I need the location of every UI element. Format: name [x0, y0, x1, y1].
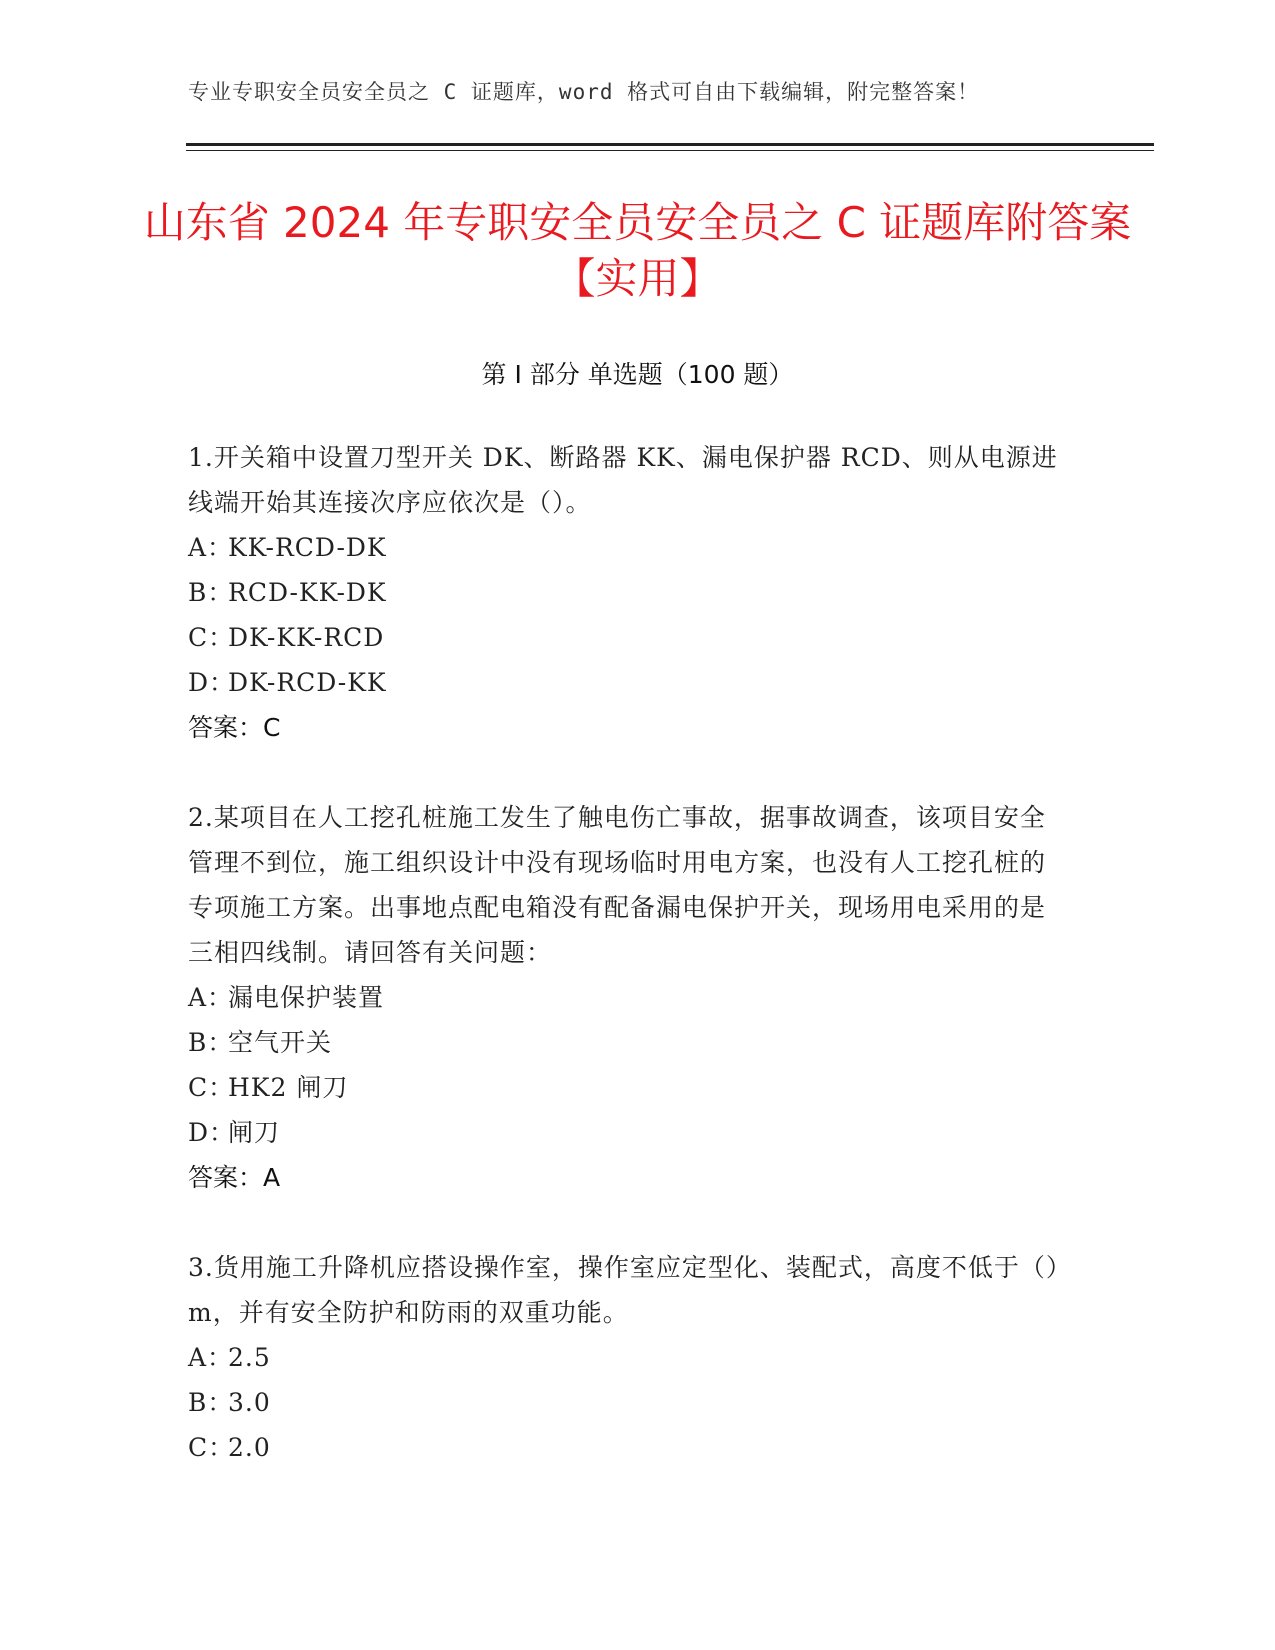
- option-a: [188, 1335, 1068, 1380]
- option-label: C：: [188, 1073, 235, 1102]
- question-1: [188, 435, 1068, 750]
- option-label: A：: [188, 1343, 234, 1372]
- answer-line: 答案：A: [188, 1163, 281, 1192]
- question-stem: 1.开关箱中设置刀型开关 DK、断路器 KK、漏电保护器 RCD、则从电源进线端开始其连接次序应依次是（）。: [188, 443, 1058, 517]
- option-text: 空气开关: [228, 1028, 333, 1057]
- option-text: DK-KK-RCD: [228, 623, 385, 652]
- option-d: [188, 1110, 1068, 1155]
- document-title: 山东省 2024 年专职安全员安全员之 C 证题库附答案【实用】: [143, 198, 1132, 303]
- option-label: B：: [188, 578, 234, 607]
- option-text: DK-RCD-KK: [228, 668, 387, 697]
- option-text: 3.0: [228, 1388, 271, 1417]
- section-title: 第 I 部分 单选题（100 题）: [481, 360, 794, 389]
- option-c: [188, 615, 1068, 660]
- option-text: 漏电保护装置: [228, 983, 385, 1012]
- option-c: [188, 1065, 1068, 1110]
- question-3: [188, 1245, 1068, 1470]
- option-d: [188, 660, 1068, 705]
- option-a: [188, 975, 1068, 1020]
- option-b: [188, 570, 1068, 615]
- option-label: D：: [188, 668, 236, 697]
- question-stem: 3.货用施工升降机应搭设操作室，操作室应定型化、装配式，高度不低于（）m，并有安全防护和防雨的双重功能。: [188, 1253, 1060, 1327]
- option-a: [188, 525, 1068, 570]
- option-b: [188, 1020, 1068, 1065]
- option-label: A：: [188, 533, 234, 562]
- answer-line: 答案：C: [188, 713, 281, 742]
- header-rule-thin: [186, 150, 1154, 151]
- question-stem: 2.某项目在人工挖孔桩施工发生了触电伤亡事故，据事故调查，该项目安全管理不到位，施工组织设计中没有现场临时用电方案，也没有人工挖孔桩的专项施工方案。出事地点配电箱没有配备漏电保护开关，现场用电采用的是三相四线制。请回答有关问题：: [188, 803, 1047, 967]
- option-text: 2.5: [228, 1343, 271, 1372]
- option-text: RCD-KK-DK: [228, 578, 387, 607]
- header-note: 专业专职安全员安全员之 C 证题库，word 格式可自由下载编辑，附完整答案！: [188, 80, 980, 104]
- option-label: C：: [188, 623, 235, 652]
- question-2: [188, 795, 1068, 1200]
- option-label: A：: [188, 983, 234, 1012]
- option-text: KK-RCD-DK: [228, 533, 387, 562]
- option-label: B：: [188, 1028, 234, 1057]
- option-text: 2.0: [228, 1433, 271, 1462]
- option-text: 闸刀: [228, 1118, 281, 1147]
- question-list: [188, 435, 1068, 1515]
- option-c: [188, 1425, 1068, 1470]
- option-b: [188, 1380, 1068, 1425]
- option-text: HK2 闸刀: [228, 1073, 349, 1102]
- option-label: D：: [188, 1118, 236, 1147]
- option-label: C：: [188, 1433, 235, 1462]
- header-rule-thick: [186, 143, 1154, 146]
- option-label: B：: [188, 1388, 234, 1417]
